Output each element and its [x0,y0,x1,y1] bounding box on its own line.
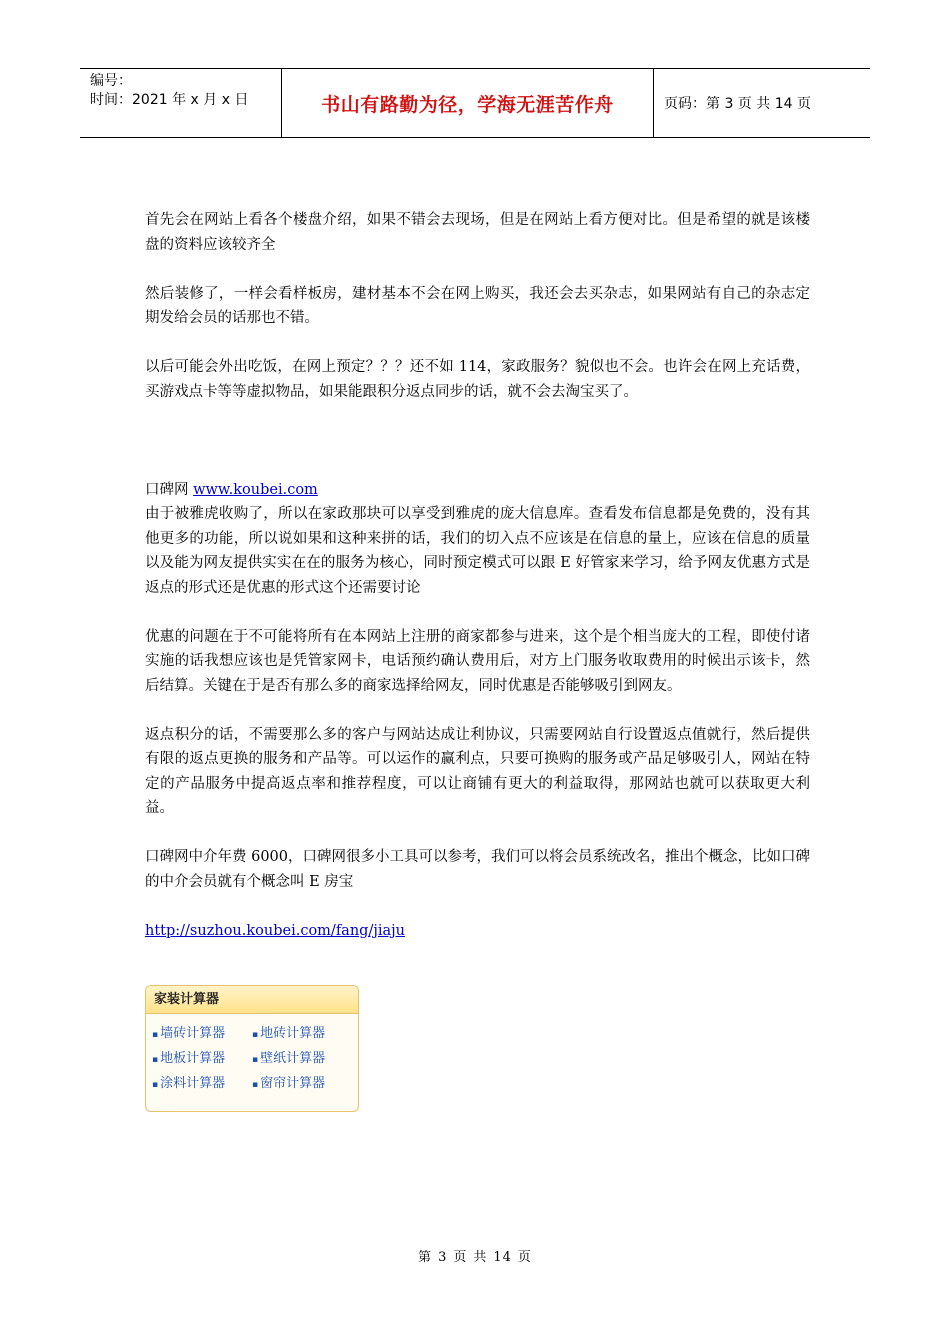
footer-text: 共 [473,1250,488,1265]
paragraph: 由于被雅虎收购了，所以在家政那块可以享受到雅虎的庞大信息库。查看发布信息都是免费的，没有其他更多的功能，所以说如果和这种来拼的话，我们的切入点不应该是在信息的量上，应该在信息的质量以及能为网友提供实实在在的服务为核心，同时预定模式可以跟 E 好管家来学习，给予网友优惠方式是返点的形式还是优惠的形式这个还需要讨论 [145,506,810,596]
footer-text: 页 [453,1250,468,1265]
home-decoration-calculator-widget [145,985,359,1112]
calculator-title: 家装计算器 [146,986,358,1014]
time-label: 时间：2021 年 x 月 x 日 [90,92,249,108]
footer-text: 页 [517,1250,532,1265]
bullet-icon: ▪ [152,1080,159,1090]
header-page-info: 页码：第 3 页 共 14 页 [664,96,811,112]
koubei-heading [145,478,810,503]
document-body [145,208,810,943]
paragraph: 首先会在网站上看各个楼盘介绍，如果不错会去现场，但是在网站上看方便对比。但是希望的就是该楼盘的资料应该较齐全 [145,212,810,253]
floorboard-calculator-link[interactable]: ▪ 地板计算器 [152,1051,226,1066]
serial-label: 编号： [90,73,132,89]
paragraph: 优惠的问题在于不可能将所有在本网站上注册的商家都参与进来，这个是个相当庞大的工程，即使付诸实施的话我想应该也是凭管家网卡，电话预约确认费用后，对方上门服务收取费用的时候出示该卡，然后结算。关键在于是否有那么多的商家选择给网友，同时优惠是否能够吸引到网友。 [145,628,810,694]
page-header [80,68,870,138]
spacer [145,404,810,453]
wall-tile-calculator-link[interactable]: ▪ 墙砖计算器 [152,1026,226,1041]
bullet-icon: ▪ [252,1055,259,1065]
paragraph: 口碑网中介年费 6000，口碑网很多小工具可以参考，我们可以将会员系统改名，推出个概念，比如口碑的中介会员就有个概念叫 E 房宝 [145,849,811,890]
header-motto: 书山有路勤为径，学海无涯苦作舟 [282,69,654,137]
floor-tile-calculator-link[interactable]: ▪ 地砖计算器 [252,1026,326,1041]
footer-total-pages: 14 [493,1250,512,1265]
wallpaper-calculator-link[interactable]: ▪ 壁纸计算器 [252,1051,326,1066]
header-meta [80,69,282,137]
paragraph: 以后可能会外出吃饭，在网上预定？？？还不如 114，家政服务？貌似也不会。也许会在网上充话费，买游戏点卡等等虚拟物品，如果能跟积分返点同步的话，就不会去淘宝买了。 [145,359,810,400]
footer-page-number: 3 [438,1250,448,1265]
jiaju-link-line [145,919,810,944]
paragraph: 返点积分的话，不需要那么多的客户与网站达成让利协议，只需要网站自行设置返点值就行，然后提供有限的返点更换的服务和产品等。可以运作的赢利点，只要可换购的服务或产品足够吸引人，网站在特定的产品服务中提高返点率和推荐程度，可以让商铺有更大的利益取得，那网站也就可以获取更大利益。 [145,726,810,816]
jiaju-link[interactable]: http://suzhou.koubei.com/fang/jiaju [145,922,405,939]
curtain-calculator-link[interactable]: ▪ 窗帘计算器 [252,1076,326,1091]
bullet-icon: ▪ [252,1080,259,1090]
bullet-icon: ▪ [152,1055,159,1065]
bullet-icon: ▪ [252,1030,259,1040]
paint-calculator-link[interactable]: ▪ 涂料计算器 [152,1076,226,1091]
paragraph: 然后装修了，一样会看样板房，建材基本不会在网上购买，我还会去买杂志，如果网站有自己的杂志定期发给会员的话那也不错。 [145,285,810,326]
page-footer [0,1246,950,1265]
koubei-site-link[interactable]: www.koubei.com [193,481,318,498]
spacer [145,453,810,478]
footer-text: 第 [418,1250,433,1265]
calculator-links [146,1014,358,1091]
site-name: 口碑网 [145,481,194,498]
bullet-icon: ▪ [152,1030,159,1040]
